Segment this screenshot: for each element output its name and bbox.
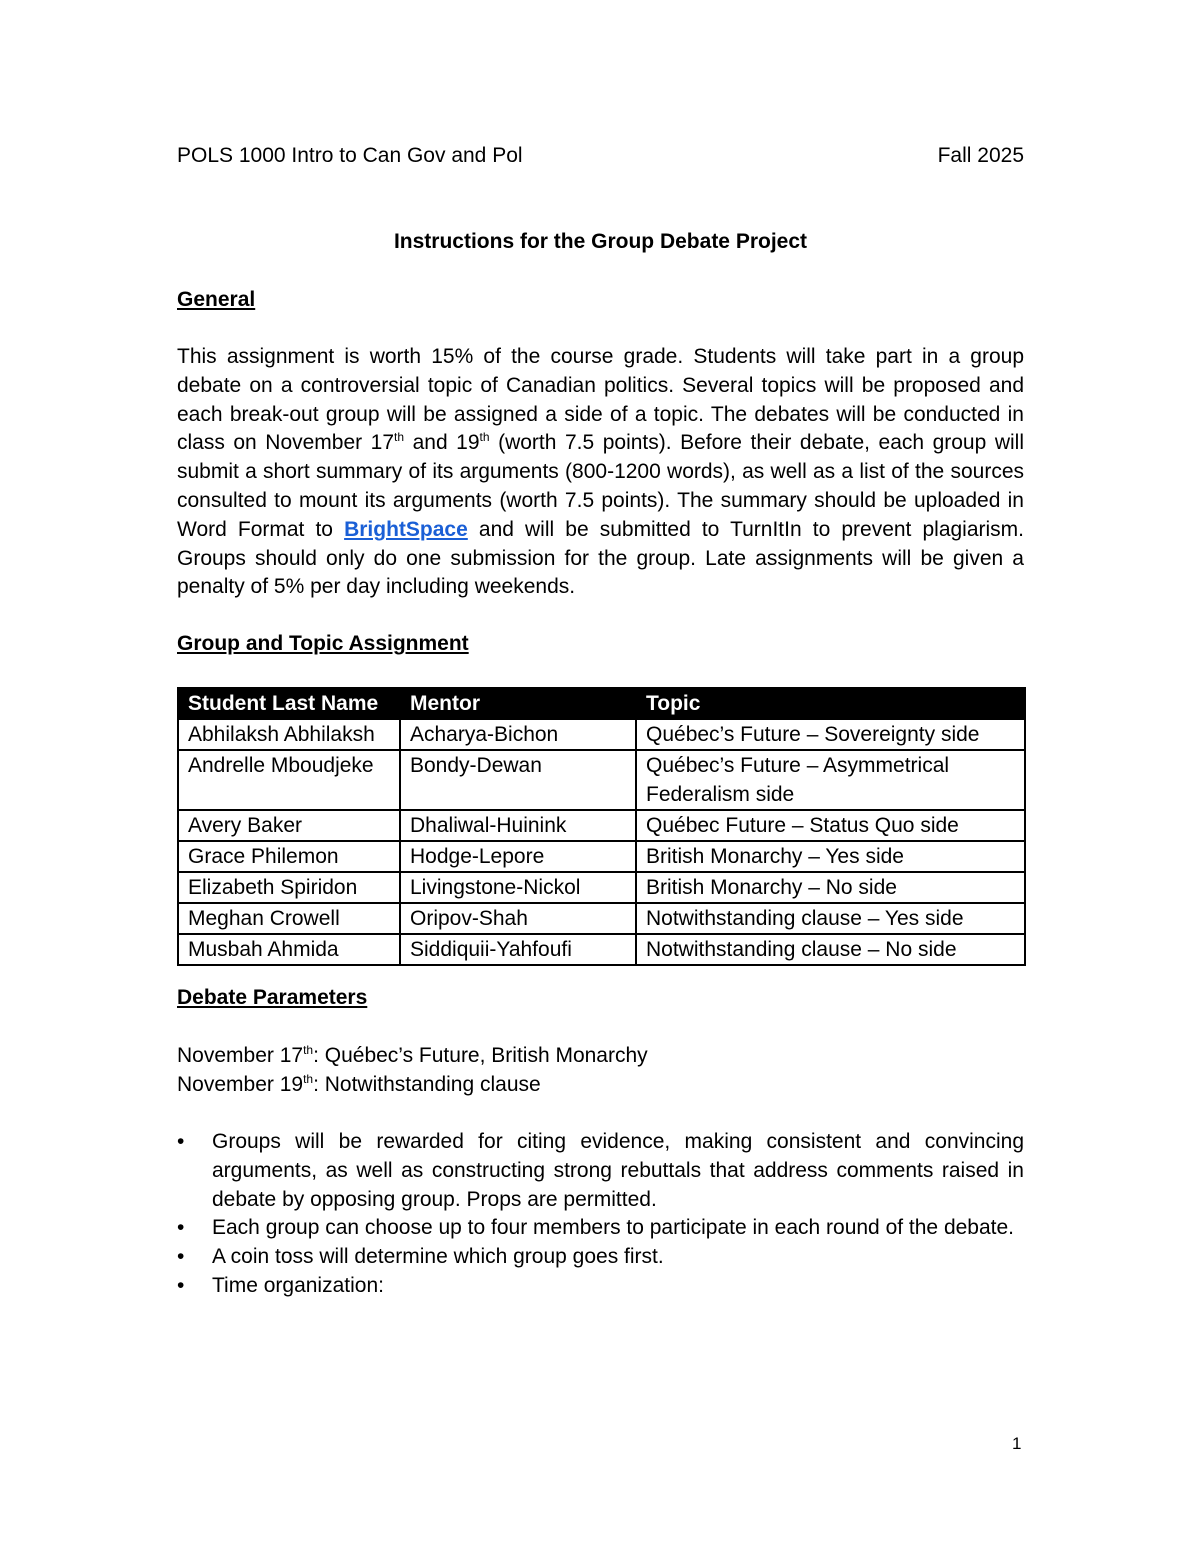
date-topics: : Québec’s Future, British Monarchy [313,1044,648,1067]
general-paragraph [177,343,1024,602]
table-row [178,750,1025,810]
bullet-icon: • [177,1245,185,1269]
table-row [178,903,1025,934]
page-title: Instructions for the Group Debate Project [393,230,808,253]
list-item [177,1128,1024,1214]
mentor-cell: Dhaliwal-Huinink [400,810,636,841]
date-topics: : Notwithstanding clause [313,1073,541,1096]
debate-date-line [177,1041,648,1070]
list-item-text: Each group can choose up to four members to participate in each round of the debate. [212,1216,1015,1240]
superscript-th: th [303,1072,314,1086]
page-number: 1 [1012,1434,1022,1453]
table-row [178,810,1025,841]
mentor-cell: Hodge-Lepore [400,841,636,872]
student-cell: Abhilaksh Abhilaksh [178,719,400,750]
list-item [177,1214,1024,1243]
mentor-cell: Siddiquii-Yahfoufi [400,934,636,965]
group-topic-heading: Group and Topic Assignment [177,632,469,655]
superscript-th: th [394,430,405,445]
bullet-icon: • [177,1216,185,1240]
mentor-cell: Acharya-Bichon [400,719,636,750]
list-item-text: Groups will be rewarded for citing evidence, making consistent and convincing arguments, as well as constructing strong rebuttals that address comments raised in debate by opposing group. Props are permitted. [212,1130,1024,1211]
superscript-th: th [479,430,490,445]
table-row [178,934,1025,965]
general-text-4: and will be submitted to TurnItIn to prevent plagiarism. Groups should only do one submission for the group. Late assignments will be given a penalty of 5% per day including weekends. [177,517,1025,599]
table-header-row [178,688,1025,719]
topic-cell: British Monarchy – No side [636,872,1025,903]
table-row [178,872,1025,903]
debate-rules-list [177,1128,1024,1301]
bullet-icon: • [177,1130,185,1153]
mentor-cell: Oripov-Shah [400,903,636,934]
date-label: November 17 [177,1044,304,1067]
general-text-3: (worth 7.5 points). Before their debate, each group will submit a short summary of its arguments (800-1200 words), as well as a list of the sources consulted to mount its arguments (worth 7.5 points). The summary should be uploaded in Word Format to [177,431,1024,541]
topic-cell: Québec’s Future – Asymmetrical Federalism side [636,750,1025,810]
debate-parameters-heading: Debate Parameters [177,986,368,1009]
general-text-2: and 19 [404,431,480,455]
debate-date-line [177,1070,648,1099]
column-header: Topic [636,688,1025,719]
column-header: Student Last Name [178,688,400,719]
student-cell: Meghan Crowell [178,903,400,934]
general-text-1: This assignment is worth 15% of the course grade. Students will take part in a group debate on a controversial topic of Canadian politics. Several topics will be proposed and each break-out group will be assigned a side of a topic. The debates will be conducted in class on November 17 [177,345,1024,455]
course-title: POLS 1000 Intro to Can Gov and Pol [177,144,523,167]
topic-cell: British Monarchy – Yes side [636,841,1025,872]
student-cell: Grace Philemon [178,841,400,872]
superscript-th: th [303,1043,314,1057]
student-cell: Elizabeth Spiridon [178,872,400,903]
student-cell: Musbah Ahmida [178,934,400,965]
student-cell: Andrelle Mboudjeke [178,750,400,810]
table-row [178,841,1025,872]
mentor-cell: Bondy-Dewan [400,750,636,810]
table-row [178,719,1025,750]
topic-cell: Québec’s Future – Sovereignty side [636,719,1025,750]
general-heading: General [177,288,256,311]
bullet-icon: • [177,1273,185,1297]
document-header [177,144,1024,168]
list-item [177,1272,1024,1301]
list-item-text: Time organization: [212,1273,384,1297]
list-item [177,1243,1024,1272]
brightspace-link[interactable]: BrightSpace [344,517,468,541]
topic-cell: Québec Future – Status Quo side [636,810,1025,841]
date-label: November 19 [177,1073,304,1096]
debate-dates [177,1041,648,1099]
topic-cell: Notwithstanding clause – No side [636,934,1025,965]
list-item-text: A coin toss will determine which group goes first. [212,1245,664,1269]
topic-cell: Notwithstanding clause – Yes side [636,903,1025,934]
mentor-cell: Livingstone-Nickol [400,872,636,903]
term-label: Fall 2025 [937,144,1024,167]
assignment-table [177,687,1026,966]
student-cell: Avery Baker [178,810,400,841]
column-header: Mentor [400,688,636,719]
